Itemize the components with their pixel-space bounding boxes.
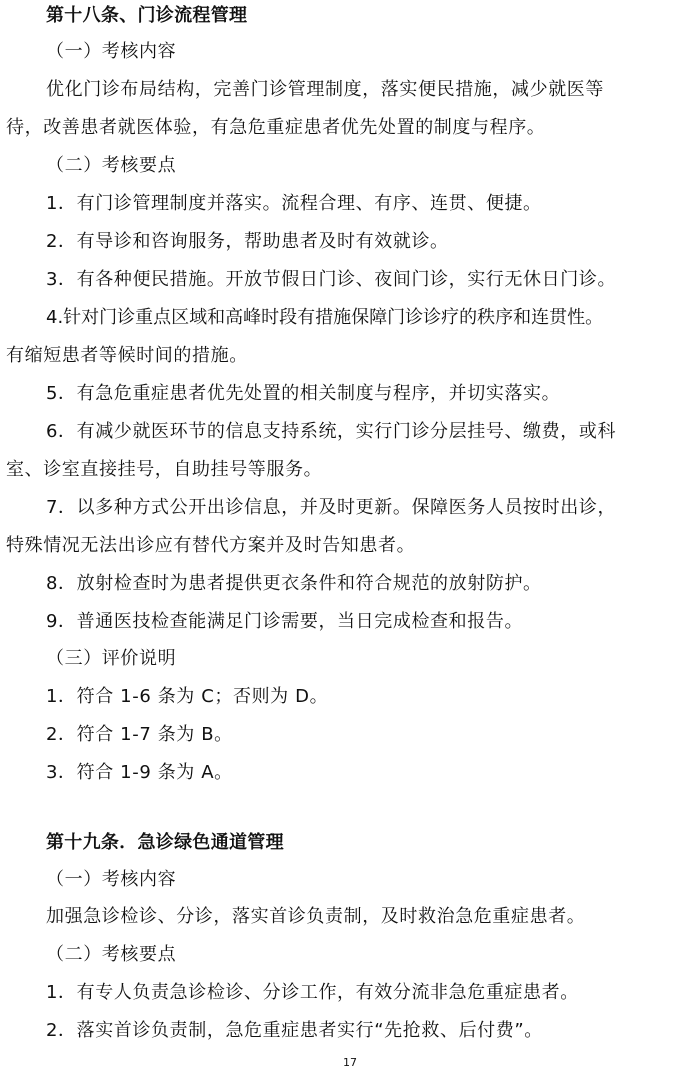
article-18-point-1: 1．有门诊管理制度并落实。流程合理、有序、连贯、便捷。 [46, 193, 542, 214]
article-18-content-line2: 待，改善患者就医体验，有急危重症患者优先处置的制度与程序。 [6, 117, 546, 138]
article-18-point-9: 9．普通医技检查能满足门诊需要，当日完成检查和报告。 [46, 611, 524, 632]
article-19-points-heading: （二）考核要点 [46, 944, 177, 965]
article-19-title: 第十九条．急诊绿色通道管理 [46, 832, 284, 853]
article-19-point-2: 2．落实首诊负责制，急危重症患者实行“先抢救、后付费”。 [46, 1020, 543, 1041]
article-18-title: 第十八条、门诊流程管理 [46, 5, 248, 26]
article-18-point-6-line1: 6．有减少就医环节的信息支持系统，实行门诊分层挂号、缴费，或科 [46, 421, 617, 442]
article-18-content-heading: （一）考核内容 [46, 41, 177, 62]
article-18-point-7-line1: 7．以多种方式公开出诊信息，并及时更新。保障医务人员按时出诊， [46, 497, 617, 518]
article-18-eval-2: 2．符合 1-7 条为 B。 [46, 724, 233, 745]
article-18-eval-3: 3．符合 1-9 条为 A。 [46, 762, 233, 783]
page-number: 17 [343, 1056, 357, 1069]
article-18-point-4-line1: 4.针对门诊重点区域和高峰时段有措施保障门诊诊疗的秩序和连贯性。 [46, 307, 604, 328]
article-18-point-3: 3．有各种便民措施。开放节假日门诊、夜间门诊，实行无休日门诊。 [46, 269, 617, 290]
article-18-point-6-line2: 室、诊室直接挂号，自助挂号等服务。 [6, 459, 323, 480]
article-18-point-7-line2: 特殊情况无法出诊应有替代方案并及时告知患者。 [6, 535, 416, 556]
article-18-point-4-line2: 有缩短患者等候时间的措施。 [6, 345, 248, 366]
article-18-points-heading: （二）考核要点 [46, 155, 177, 176]
article-19-content-line1: 加强急诊检诊、分诊，落实首诊负责制，及时救治急危重症患者。 [46, 906, 586, 927]
article-18-eval-heading: （三）评价说明 [46, 648, 177, 669]
article-18-point-8: 8．放射检查时为患者提供更衣条件和符合规范的放射防护。 [46, 573, 542, 594]
article-18-point-5: 5．有急危重症患者优先处置的相关制度与程序，并切实落实。 [46, 383, 561, 404]
article-19-content-heading: （一）考核内容 [46, 869, 177, 890]
article-18-point-2: 2．有导诊和咨询服务，帮助患者及时有效就诊。 [46, 231, 449, 252]
article-18-eval-1: 1．符合 1-6 条为 C；否则为 D。 [46, 686, 329, 707]
article-19-point-1: 1．有专人负责急诊检诊、分诊工作，有效分流非急危重症患者。 [46, 982, 579, 1003]
article-18-content-line1: 优化门诊布局结构，完善门诊管理制度，落实便民措施，减少就医等 [46, 79, 604, 100]
